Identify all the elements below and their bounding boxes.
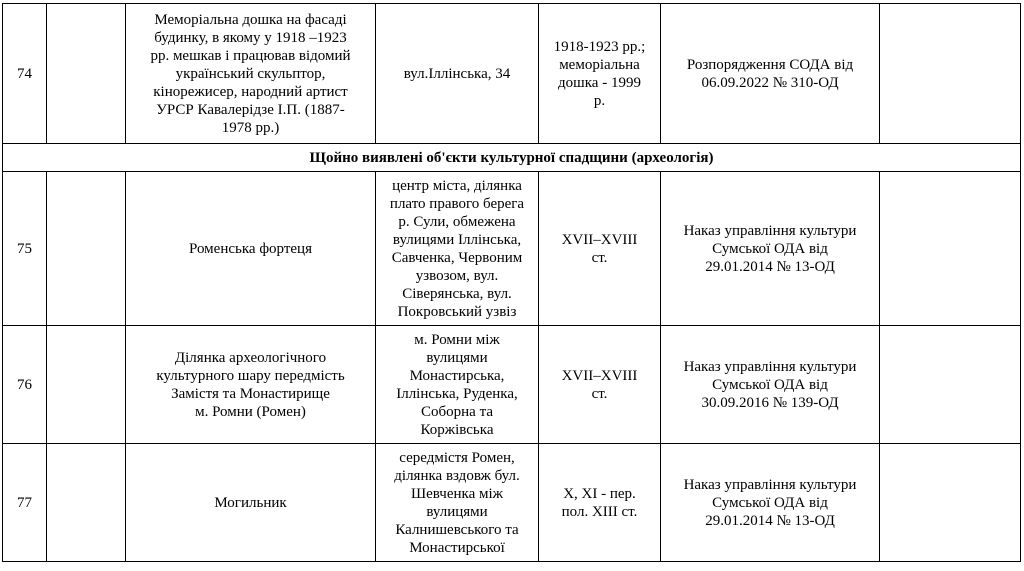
empty-cell xyxy=(47,172,126,326)
object-date: XVII–XVIII ст. xyxy=(539,172,661,326)
object-date: Х, ХІ - пер. пол. ХІІІ ст. xyxy=(539,444,661,562)
empty-cell xyxy=(880,172,1021,326)
legal-document: Розпорядження СОДА від 06.09.2022 № 310-ОД xyxy=(661,4,880,144)
legal-document: Наказ управління культури Сумської ОДА від 29.01.2014 № 13-ОД xyxy=(661,444,880,562)
object-name: Роменська фортеця xyxy=(126,172,376,326)
empty-cell xyxy=(47,4,126,144)
empty-cell xyxy=(880,326,1021,444)
table-row xyxy=(3,172,1021,326)
object-name: Меморіальна дошка на фасаді будинку, в якому у 1918 –1923 рр. мешкав і працював відомий український скульптор, кінорежисер, народний артист УРСР Кавалерідзе І.П. (1887- 1978 рр.) xyxy=(126,4,376,144)
table-row xyxy=(3,326,1021,444)
object-address: центр міста, ділянка плато правого берега р. Сули, обмежена вулицями Іллінська, Савченка, Червоним узвозом, вул. Сіверянська, вул. Покровський узвіз xyxy=(376,172,539,326)
object-address: м. Ромни між вулицями Монастирська, Іллінська, Руденка, Соборна та Коржівська xyxy=(376,326,539,444)
object-address: середмістя Ромен, ділянка вздовж бул. Шевченка між вулицями Калнишевського та Монастирської xyxy=(376,444,539,562)
empty-cell xyxy=(880,4,1021,144)
object-address: вул.Іллінська, 34 xyxy=(376,4,539,144)
object-date: XVII–XVIII ст. xyxy=(539,326,661,444)
section-header-row xyxy=(3,144,1021,172)
table-row xyxy=(3,4,1021,144)
object-name: Ділянка археологічного культурного шару передмість Замістя та Монастирище м. Ромни (Ромен) xyxy=(126,326,376,444)
row-number: 74 xyxy=(3,4,47,144)
object-name: Могильник xyxy=(126,444,376,562)
row-number: 75 xyxy=(3,172,47,326)
row-number: 76 xyxy=(3,326,47,444)
section-title: Щойно виявлені об'єкти культурної спадщини (археологія) xyxy=(3,144,1021,172)
legal-document: Наказ управління культури Сумської ОДА від 30.09.2016 № 139-ОД xyxy=(661,326,880,444)
empty-cell xyxy=(47,326,126,444)
empty-cell xyxy=(880,444,1021,562)
table-row xyxy=(3,444,1021,562)
heritage-register-table xyxy=(2,3,1021,562)
empty-cell xyxy=(47,444,126,562)
legal-document: Наказ управління культури Сумської ОДА від 29.01.2014 № 13-ОД xyxy=(661,172,880,326)
row-number: 77 xyxy=(3,444,47,562)
object-date: 1918-1923 рр.; меморіальна дошка - 1999 р. xyxy=(539,4,661,144)
